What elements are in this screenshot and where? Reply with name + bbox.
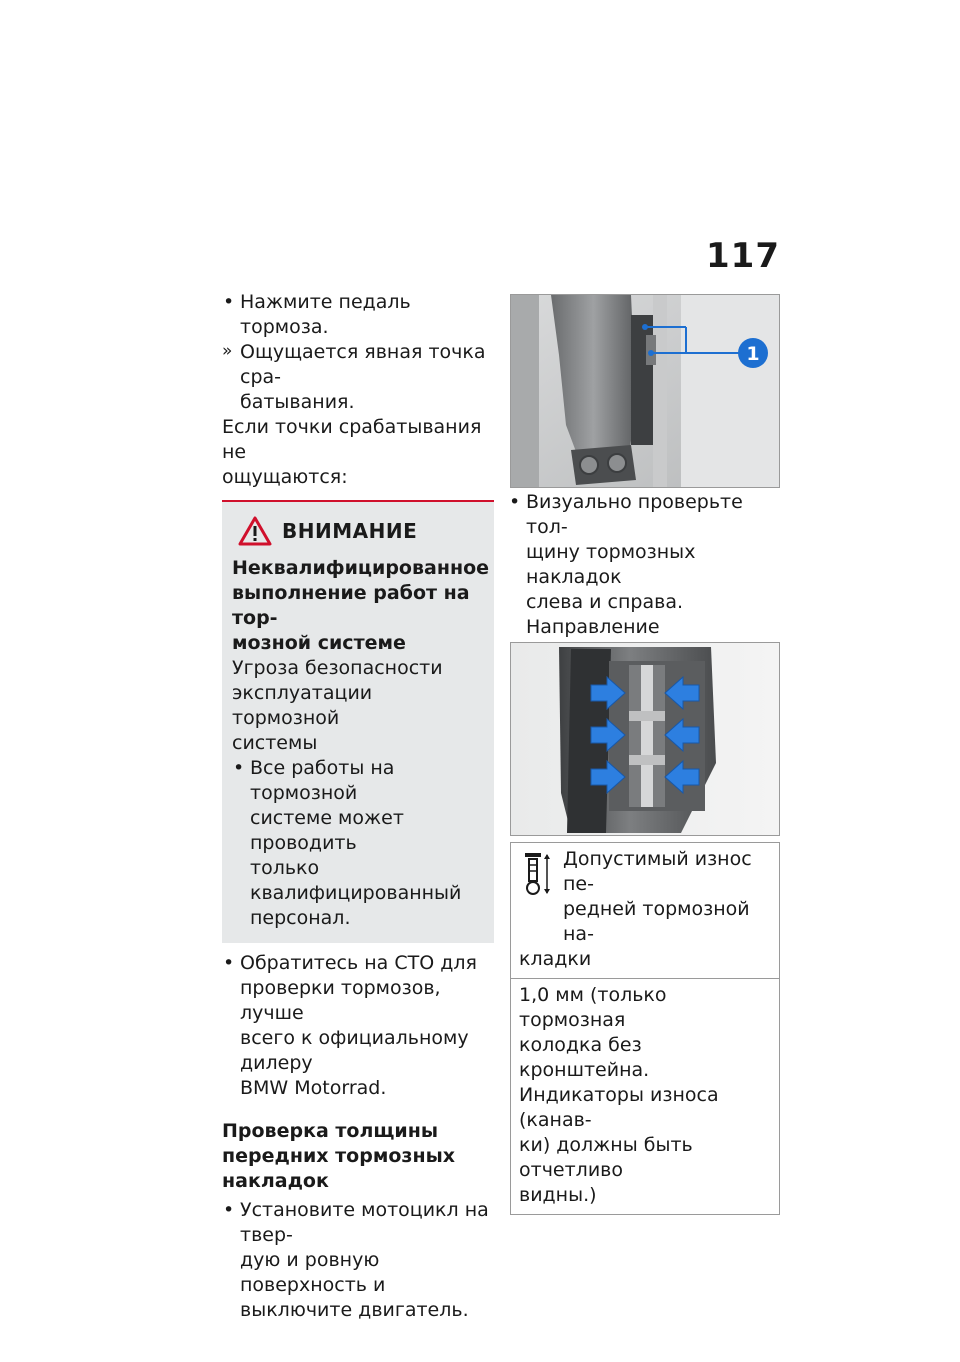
wear-limit-value-row: 1,0 мм (только тормозная колодка без кронштейна. Индикаторы износа (канав- ки) должны быть отчетливо видны.) (519, 984, 719, 1206)
step-visual-check: • Визуально проверьте тол- щину тормозных накладок слева и справа. Направление (508, 490, 780, 790)
step-result: » Ощущается явная точка сра- батывания. (222, 341, 486, 413)
page-number: 117 (706, 236, 780, 276)
callout-1-label: 1 (746, 343, 760, 365)
brake-pads-illustration (511, 643, 779, 835)
wear-limit-label-end: кладки (519, 948, 592, 970)
brake-caliper-figure (510, 294, 780, 488)
left-column (222, 290, 494, 1323)
wear-limit-table (510, 842, 780, 1215)
warning-title: ВНИМАНИЕ (282, 518, 418, 543)
section-heading: Проверка толщины передних тормозных накладок (222, 1120, 456, 1192)
warning-triangle-icon (238, 516, 272, 546)
brake-pads-figure (510, 642, 780, 836)
bullet-icon: • (223, 291, 235, 313)
warning-heading: Неквалифицированное выполнение работ на тор- мозной системе (232, 557, 490, 654)
warning-box (222, 502, 494, 943)
wear-gauge-icon (523, 851, 553, 897)
bullet-icon: • (223, 952, 235, 974)
condition-text: Если точки срабатывания не ощущаются: (222, 416, 482, 488)
bullet-icon: • (223, 1199, 235, 1221)
brake-caliper-illustration (511, 295, 779, 487)
bullet-icon: • (509, 491, 521, 513)
step-park-motorcycle: • Установите мотоцикл на твер- дую и ровную поверхность и выключите двигатель. (223, 1199, 489, 1321)
step-press-brake: • Нажмите педаль тормоза. (223, 291, 411, 338)
wear-limit-label-row (511, 843, 779, 979)
warning-header (232, 516, 484, 546)
warning-bullet: • Все работы на тормозной системе может проводить только квалифицированный персонал. (233, 757, 462, 929)
warning-description: Угроза безопасности эксплуатации тормозной системы (232, 657, 443, 754)
step-contact-service: • Обратитесь на СТО для проверки тормозов, лучше всего к официальному дилеру BMW Motorrad. (223, 952, 477, 1099)
wear-limit-label: Допустимый износ пе- редней тормозной на- (563, 848, 752, 945)
bullet-icon: • (233, 757, 245, 779)
result-arrow-icon: » (222, 341, 233, 361)
